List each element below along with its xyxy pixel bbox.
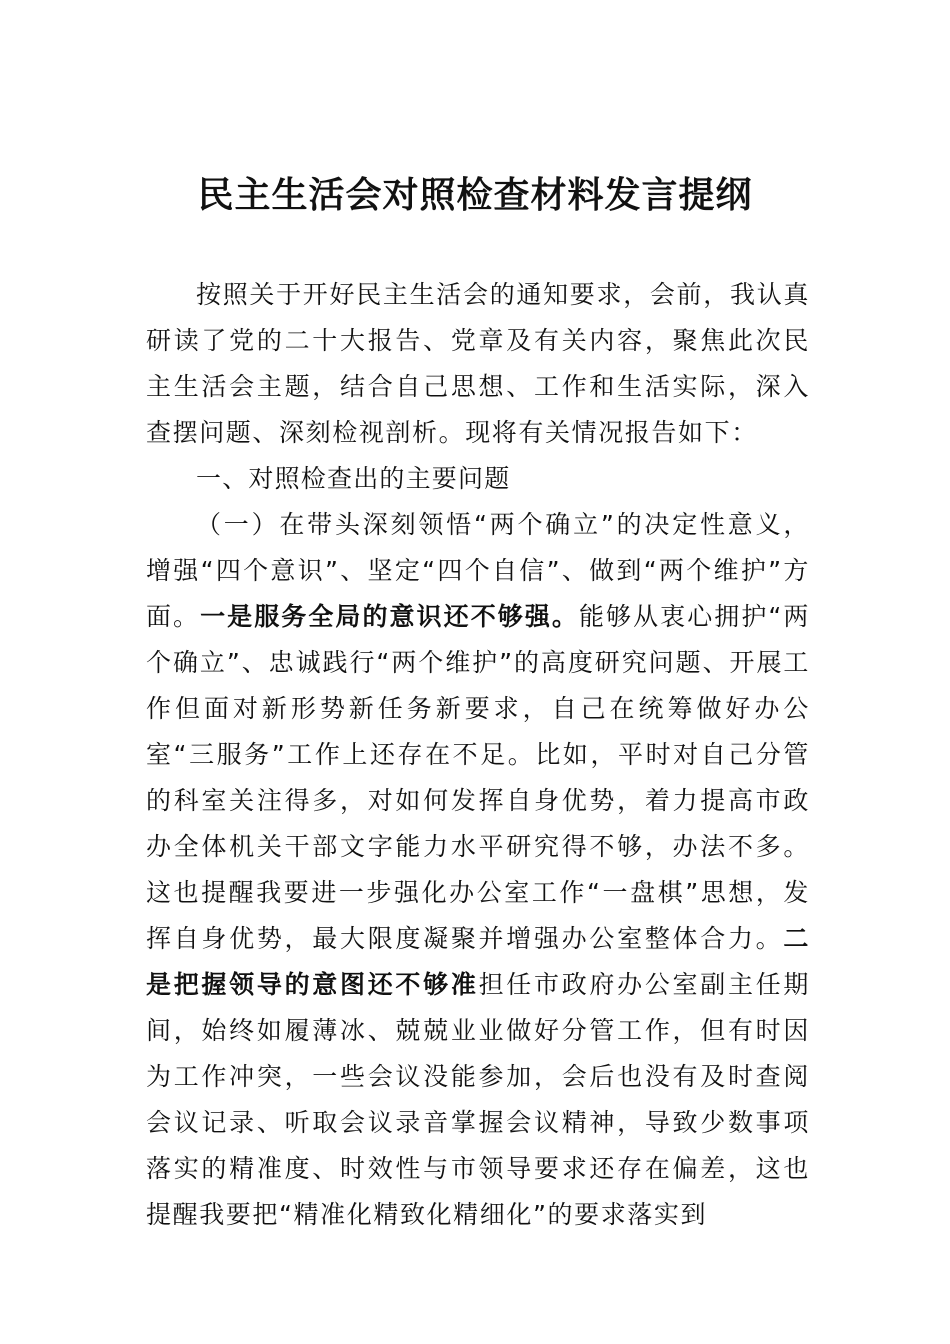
section-heading: 一、对照检查出的主要问题 (196, 464, 511, 493)
point-two-text: 担任市政府办公室副主任期间，始终如履薄冰、兢兢业业做好分管工作，但有时因为工作冲突，一些会议没能参加，会后也没有及时查阅会议记录、听取会议录音掌握会议精神，导致少数事项落实的精准度、时效性与市领导要求还存在偏差，这也提醒我要把“精准化精致化精细化”的要求落实到 (146, 970, 811, 1229)
point-one-text: 能够从衷心拥护“两个确立”、忠诚践行“两个维护”的高度研究问题、开展工作但面对新形势新任务新要求，自己在统筹做好办公室“三服务”工作上还存在不足。比如，平时对自己分管的科室关注得多，对如何发挥自身优势，着力提高市政办全体机关干部文字能力水平研究得不够，办法不多。这也提醒我要进一步强化办公室工作“一盘棋”思想，发挥自身优势，最大限度凝聚并增强办公室整体合力。 (146, 602, 810, 953)
intro-paragraph: 按照关于开好民主生活会的通知要求，会前，我认真研读了党的二十大报告、党章及有关内容，聚焦此次民主生活会主题，结合自己思想、工作和生活实际，深入查摆问题、深刻检视剖析。现将有关情况报告如下： (146, 280, 810, 447)
subsection-lead: （一）在带头深刻领悟“两个确立”的决定性意义，增强“四个意识”、坚定“四个自信”、做到“两个维护”方面。 (146, 510, 810, 631)
subsection-paragraph (146, 502, 810, 1238)
document-body (146, 272, 810, 1238)
point-one-title: 一是服务全局的意识还不够强。 (200, 602, 579, 631)
document-title: 民主生活会对照检查材料发言提纲 (197, 174, 753, 216)
point-two-title: 二是把握领导的意图还不够准 (146, 924, 810, 999)
